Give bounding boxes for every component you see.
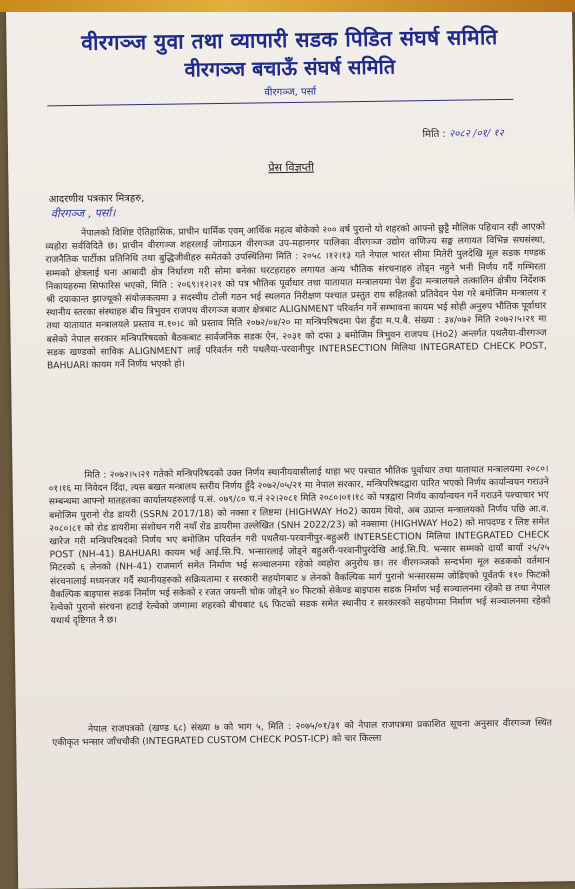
background-fabric-strip [0,0,575,12]
body-paragraph-1: नेपालको विशिष्ट ऐतिहासिक, प्राचीन धार्मिक एवम् आर्थिक महत्व बोकेको २०० वर्ष पुरानो यो शहरको आफ्नो छुट्टै मौलिक पहिचान रही आएको व्यहोरा सर्वविदितै छ। प्राचीन वीरगञ्ज शहरलाई जोगाऊन वीरगञ्ज उप-महानगर पालिका वीरगञ्ज उद्योग वाणिज्य सङ्घ लगायत विभिन्न सघसंस्था, राजनैतिक पार्टीका प्रतिनिधि तथा बुद्धिजीवीहरु समेतको उपस्थितिमा मिति : २०५८ ।१२।१३ गते नेपाल भारत सीमा मितेरी पुलदेखि मूल सडक गण्डक सम्मको क्षेत्रलाई घना आबादी क्षेत्र निर्धारण गरी सोमा बनेका घरटहराहरु लगायत अन्य भौतिक संरचनाहरु तोड्न नहुने भनी निर्णय गर्दै गम्भिरता निकायहरुमा सिफारिस भएको, मिति : २०६९।१२।२१ को पत्र भौतिक पूर्वाधार तथा यातायात मन्त्रालयमा पेश हुँदा मन्त्रालयले तत्कालिन क्षेत्रीय निर्देशक श्री दयाकान्त झाज्यूको संयोजकत्वमा ३ सदस्यीय टोली गठन भई स्थलगत निरीक्षण पश्चात प्रस्तुत राय सहितको प्रतिवेदन पेश गरे बमोजिम मन्त्रालय र स्थानीय स्तरका संस्थाहरु बीच त्रिभुवन राजपथ वीरगञ्ज बजार क्षेत्रबाट ALIGNMENT परिवर्तन गर्ने सम्भावना कायम भई सोही अनुरुप भौतिक पूर्वाधार तथा यातायात मन्त्रालयले प्रस्ताव म.१०।८ को प्रस्ताव मिति २०७२/०४/२० मा मन्त्रिपरिषदमा पेश हुँदा म.प.बै. संख्या : ३४/०७२ मिति २०७२।५।२१ मा बसेको नेपाल सरकार मन्त्रिपरिषदको बैठकबाट सार्वजनिक सडक ऐन, २०३१ को दफा ३ बमोजिम त्रिभुवन राजपथ (Ho2) अन्तर्गत पथलैया-वीरगञ्ज सडक खण्डको साविक ALIGNMENT लाई परिवर्तन गरी पथलैया-परवानीपुर INTERSECTION मिलिया INTEGRATED CHECK POST, BAHUARI कायम गर्ने निर्णय भएको हो। [45,221,547,372]
salutation-place: वीरगञ्ज , पर्सा। [50,206,116,221]
organization-name-primary: वीरगञ्ज युवा तथा व्यापारी सडक पिडित संघर्ष समिति [81,25,498,55]
press-release-title: प्रेस विज्ञप्ती [268,160,315,175]
organization-name-secondary: वीरगञ्ज बचाऊँ संघर्ष समिति [184,54,396,82]
date-label: मिति : [422,128,446,141]
date-line [422,125,504,140]
blank-lower-area [17,764,575,889]
salutation-greeting: आदरणीय पत्रकार मित्रहरु, [48,193,145,206]
document-sheet [6,4,575,889]
body-paragraph-3: नेपाल राजपत्रको (खण्ड ६८) संख्या ७ को भाग ५, मिति : २०७५/०१/३१ को नेपाल राजपत्रमा प्रकाशित सूचना अनुसार वीरगञ्ज स्थित एकीकृत भन्सार जाँचचौकी (INTEGRATED CUSTOM CHECK POST-ICP) को चार किल्ला [52,717,553,749]
organization-location: वीरगञ्ज, पर्सा [264,86,317,99]
date-value: २०८२ /०१/ १२ [448,128,504,140]
body-paragraph-2: मिति : २०७२।५।२१ गतेको मन्त्रिपरिषदको उक्त निर्णय स्थानीयवासीलाई थाहा भए पश्चात भौतिक पूर्वाधार तथा यातायात मन्त्रालयमा २०८०।०१।१६ मा निवेदन दिँदा, त्यस बखत मन्त्रालय स्तरीय निर्णय हुँदै २०७२/०५/२१ मा नेपाल सरकार, मन्त्रिपरिषदद्वारा पारित भएको निर्णय कार्यान्वयन गराउने सम्बन्धमा आफ्नो मातहतका कार्यालयहरुलाई प.सं. ०७९/८० च.नं २२।२०८१ मिति २०८०।०१।१८ को पत्रद्वारा निर्णय कार्यान्वयन गर्ने गराउने पश्चाचार भए बमोजिम पुरानो रोड डायरी (SSRN 2017/18) को नक्सा र लिष्टमा (HIGHWAY Ho2) कायम थियो, अब उप्रान्त मन्त्रालयको निर्णय पछि आ.व. २०८०।८१ को रोड डायरीमा संशोधन गरी नयाँ रोड डायरीमा उल्लेखित (SNH 2022/23) को नक्सामा (HIGHWAY Ho2) को मापदण्ड र लिष्ट समेत खारेज गरी मन्त्रिपरिषदको निर्णय भए बमोजिम परिवर्तन गरी पथलैया-परवानीपुर-बहुअरी INTERSECTION मिलिया INTEGRATED CHECK POST (NH-41) BAHUARI कायम भई आई.सि.पि. भन्सारलाई जोड्ने बहुअरी-परवानीपुरदेखि आई.सि.पि. भन्सार सम्मको दायाँ बायाँ २५/२५ मिटरको ६ लेनको (NH-41) राजमार्ग समेत निर्माण भई सञ्चालनमा रहेको व्यहोरा अनुरोध छ। तर वीरगञ्जको सन्दर्भमा मूल सडकको वर्तमान संरचनालाई मध्यनजर गर्दै स्थानीयहरुको सक्रियतामा र सरकारी सहयोगबाट ४ लेनको वैकल्पिक मार्ग पुरानो भन्सारसम्म जोडिएको पूर्वतर्फ ११० फिटको वैकल्पिक बाइपास सडक निर्माण भई सकेको र रजत जयन्ती चोक जोड्ने ४० फिटको सेकेण्ड बाइपास सडक निर्माण भई सञ्चालनमा रहेको छ तथा नेपाल रेल्वेको पुरानो संरचना हटाई रेल्वेको जग्गामा शहरको बीचबाट ६६ फिटको सडक समेत स्थानीय र सरकारको सहयोगमा निर्माण भई सञ्चालनमा रहेको यथार्थ दृष्टिगत नै छ। [48,463,551,627]
